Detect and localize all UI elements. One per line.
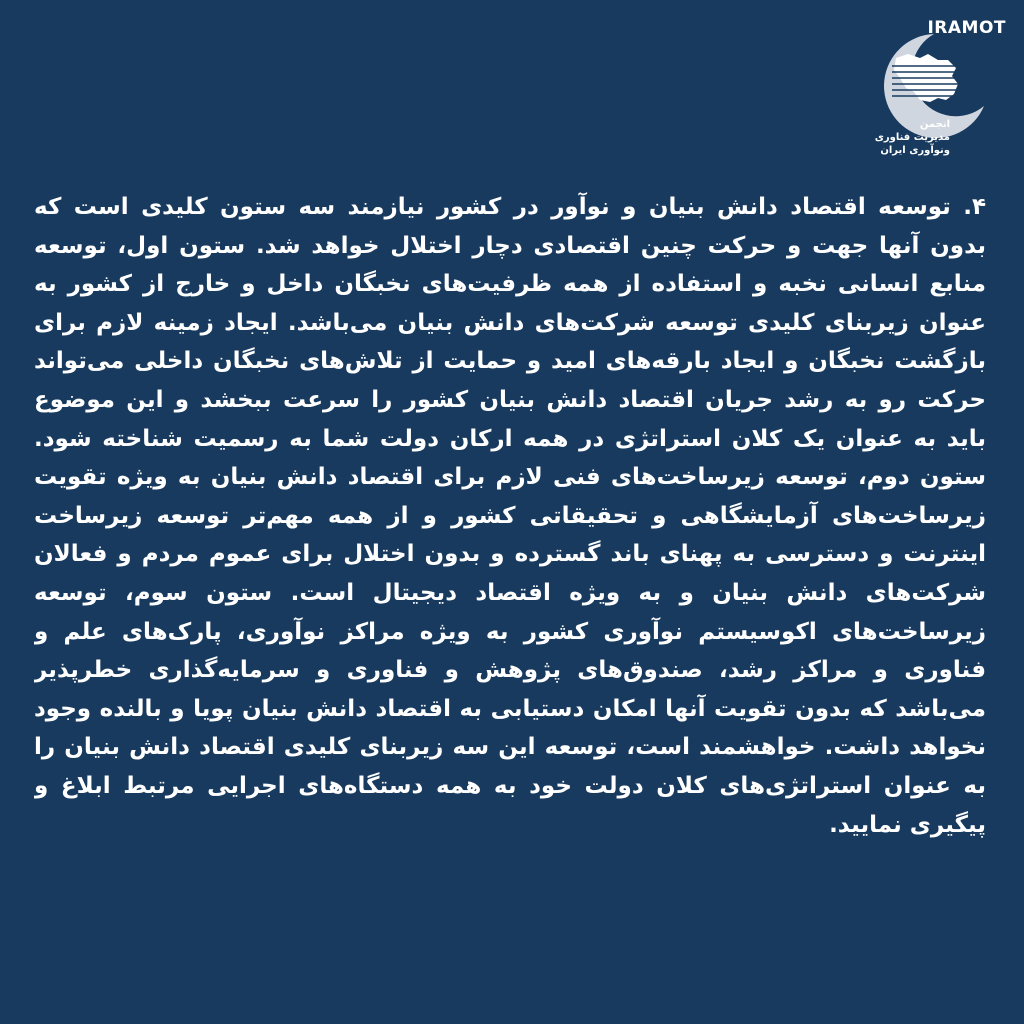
- logo-brand-text: IRAMOT: [927, 18, 1006, 38]
- logo-subtitle: [860, 118, 950, 157]
- iramot-logo: [856, 14, 1006, 164]
- logo-subtitle-line: انجمن: [919, 119, 950, 130]
- logo-subtitle-line: مدیریت فناوری: [874, 132, 950, 143]
- logo-subtitle-line: ونوآوری ایران: [880, 145, 950, 156]
- article-paragraph: ۴. توسعه اقتصاد دانش بنیان و نوآور در کشور نیازمند سه ستون کلیدی است که بدون آنها جهت و حرکت چنین اقتصادی دچار اختلال خواهد شد. ستون اول، توسعه منابع انسانی نخبه و استفاده از همه ظرفیت‌های نخبگان داخل و خارج از کشور به عنوان زیربنای کلیدی توسعه شرکت‌های دانش بنیان می‌باشد. ایجاد زمینه لازم برای بازگشت نخبگان و ایجاد بارقه‌های امید و حمایت از تلاش‌های نخبگان داخلی می‌تواند حرکت رو به رشد جریان اقتصاد دانش بنیان کشور را سرعت ببخشد و این موضوع باید به عنوان یک کلان استراتژی در همه ارکان دولت شما به رسمیت شناخته شود. ستون دوم، توسعه زیرساخت‌های فنی لازم برای اقتصاد دانش بنیان به ویژه تقویت زیرساخت‌های آزمایشگاهی و تحقیقاتی کشور و از همه مهم‌تر توسعه زیرساخت اینترنت و دسترسی به پهنای باند گسترده و بدون اختلال برای عموم مردم و فعالان شرکت‌های دانش بنیان و به ویژه اقتصاد دیجیتال است. ستون سوم، توسعه زیرساخت‌های اکوسیستم نوآوری کشور به ویژه مراکز نوآوری، پارک‌های علم و فناوری و مراکز رشد، صندوق‌های پژوهش و فناوری و سرمایه‌گذاری خطرپذیر می‌باشد که بدون تقویت آنها امکان دستیابی به اقتصاد دانش بنیان پویا و بالنده وجود نخواهد داشت. خواهشمند است، توسعه این سه زیربنای کلیدی اقتصاد دانش بنیان را به عنوان استراتژی‌های کلان دولت خود به همه دستگاه‌های اجرایی مرتبط ابلاغ و پیگیری نمایید.: [34, 194, 986, 838]
